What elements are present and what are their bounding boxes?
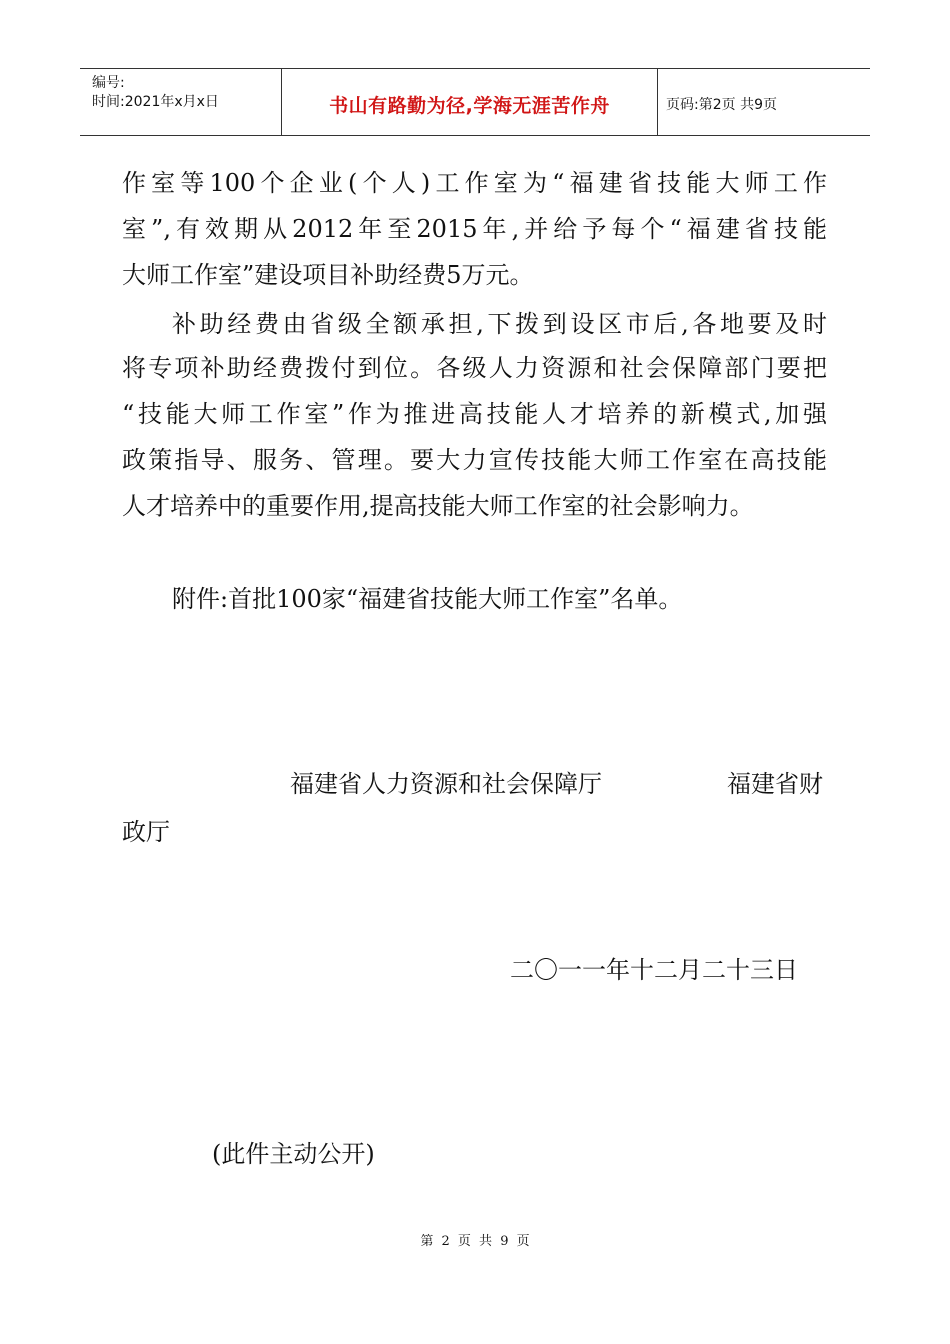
- public-disclosure-note: (此件主动公开): [212, 1140, 375, 1168]
- issue-date: 二〇一一年十二月二十三日: [510, 956, 798, 984]
- paragraph-2-line-1: 补助经费由省级全额承担,下拨到设区市后,各地要及时: [172, 310, 827, 338]
- document-time: 时间:2021年x月x日: [92, 94, 219, 110]
- paragraph-2-line-2: 将专项补助经费拨付到位。各级人力资源和社会保障部门要把: [122, 354, 827, 382]
- header-page-cell: [658, 69, 870, 135]
- header-page-number: 页码:第2页 共9页: [666, 97, 777, 113]
- page-footer: 第 2 页 共 9 页: [420, 1234, 530, 1249]
- paragraph-1-line-2: 室”,有效期从2012年至2015年,并给予每个“福建省技能: [122, 215, 827, 243]
- document-header: [80, 68, 870, 136]
- signer-finance-part1: 福建省财: [727, 770, 823, 798]
- paragraph-2-line-5: 人才培养中的重要作用,提高技能大师工作室的社会影响力。: [122, 492, 754, 520]
- signer-hrss: 福建省人力资源和社会保障厅: [290, 770, 602, 798]
- document-number: 编号:: [92, 75, 125, 91]
- header-motto: 书山有路勤为径,学海无涯苦作舟: [329, 94, 610, 117]
- attachment-note: 附件:首批100家“福建省技能大师工作室”名单。: [172, 585, 683, 613]
- signer-finance-part2: 政厅: [122, 818, 170, 846]
- paragraph-2-line-4: 政策指导、服务、管理。要大力宣传技能大师工作室在高技能: [122, 446, 827, 474]
- paragraph-1-line-3: 大师工作室”建设项目补助经费5万元。: [122, 261, 534, 289]
- paragraph-2-line-3: “技能大师工作室”作为推进高技能人才培养的新模式,加强: [122, 400, 827, 428]
- header-motto-cell: [282, 69, 658, 135]
- header-meta: [80, 69, 282, 135]
- paragraph-1-line-1: 作室等100个企业(个人)工作室为“福建省技能大师工作: [122, 169, 827, 197]
